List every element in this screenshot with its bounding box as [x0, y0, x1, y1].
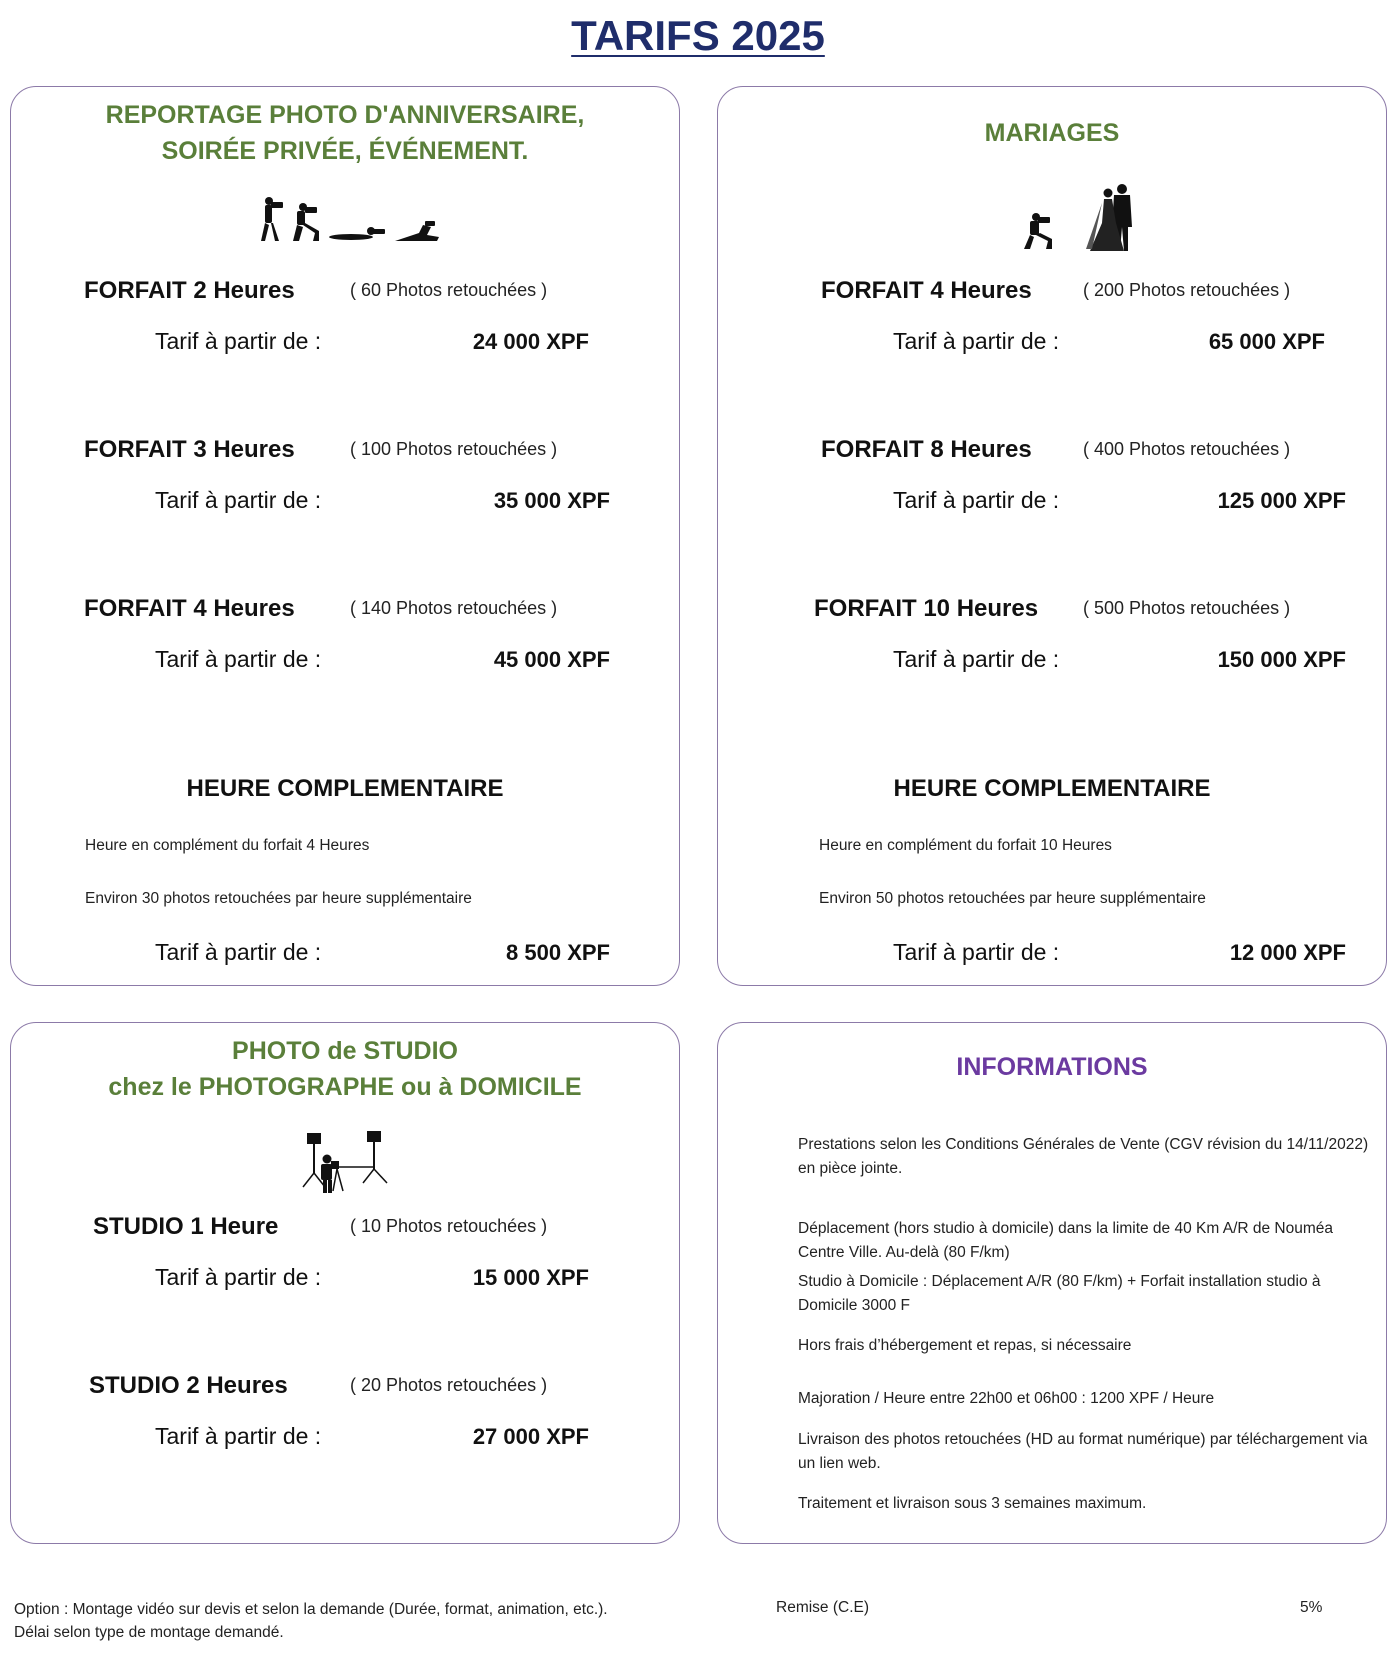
studio-lights-icon	[297, 1129, 397, 1200]
events-package-3-tarif-label: Tarif à partir de :	[155, 646, 322, 672]
weddings-extra-price: 12 000 XPF	[1229, 940, 1346, 965]
events-heading-line2: SOIRÉE PRIVÉE, ÉVÉNEMENT.	[161, 137, 529, 165]
events-extra-line1: Heure en complément du forfait 4 Heures	[85, 837, 370, 854]
footer-remise-value: 5%	[1300, 1599, 1323, 1616]
studio-package-2-price: 27 000 XPF	[472, 1424, 589, 1449]
events-extra-line2: Environ 30 photos retouchées par heure supplémentaire	[85, 890, 472, 907]
info-item-4: Hors frais d’hébergement et repas, si nécessaire	[798, 1337, 1132, 1354]
info-item-2: Déplacement (hors studio à domicile) dans la limite de 40 Km A/R de Nouméa Centre Ville. Au-delà (80 F/km)	[798, 1220, 1334, 1261]
events-package-2-photos: ( 100 Photos retouchées )	[350, 439, 558, 459]
footer-option-line1: Option : Montage vidéo sur devis et selon la demande (Durée, format, animation, etc.).	[14, 1601, 608, 1618]
events-package-3-photos: ( 140 Photos retouchées )	[350, 598, 558, 618]
events-package-3-price: 45 000 XPF	[493, 647, 610, 672]
weddings-extra-title: HEURE COMPLEMENTAIRE	[893, 775, 1211, 802]
studio-package-2-tarif-label: Tarif à partir de :	[155, 1423, 322, 1449]
events-package-2-price: 35 000 XPF	[493, 488, 610, 513]
studio-package-1-price: 15 000 XPF	[472, 1265, 589, 1290]
events-package-1-name: FORFAIT 2 Heures	[84, 277, 295, 304]
weddings-package-3-photos: ( 500 Photos retouchées )	[1083, 598, 1291, 618]
studio-card	[10, 1022, 680, 1544]
events-extra-price: 8 500 XPF	[506, 940, 610, 965]
page-title: TARIFS 2025	[571, 12, 825, 59]
wedding-couple-icon	[1014, 183, 1154, 258]
informations-card	[717, 1022, 1387, 1544]
info-item-3: Studio à Domicile : Déplacement A/R (80 F/km) + Forfait installation studio à Domicile 3000 F	[798, 1273, 1321, 1314]
weddings-package-1-tarif-label: Tarif à partir de :	[893, 328, 1060, 354]
events-package-1-price: 24 000 XPF	[472, 329, 589, 354]
events-package-2-tarif-label: Tarif à partir de :	[155, 487, 322, 513]
events-extra-tarif-label: Tarif à partir de :	[155, 939, 322, 965]
weddings-package-2-photos: ( 400 Photos retouchées )	[1083, 439, 1291, 459]
studio-package-2-name: STUDIO 2 Heures	[89, 1372, 288, 1399]
weddings-package-1-name: FORFAIT 4 Heures	[821, 277, 1032, 304]
events-package-1-tarif-label: Tarif à partir de :	[155, 328, 322, 354]
weddings-package-3-tarif-label: Tarif à partir de :	[893, 646, 1060, 672]
weddings-package-3-name: FORFAIT 10 Heures	[814, 595, 1039, 622]
info-item-6: Livraison des photos retouchées (HD au format numérique) par téléchargement via un lien web.	[798, 1431, 1368, 1472]
info-item-7: Traitement et livraison sous 3 semaines maximum.	[798, 1495, 1147, 1512]
weddings-package-2-price: 125 000 XPF	[1217, 488, 1346, 513]
events-package-1-photos: ( 60 Photos retouchées )	[350, 280, 548, 300]
footer-remise-label: Remise (C.E)	[776, 1599, 870, 1616]
studio-heading-line1: PHOTO de STUDIO	[232, 1037, 458, 1065]
weddings-extra-line2: Environ 50 photos retouchées par heure supplémentaire	[819, 890, 1206, 907]
informations-heading: INFORMATIONS	[956, 1053, 1148, 1081]
events-heading-line1: REPORTAGE PHOTO D'ANNIVERSAIRE,	[105, 101, 585, 129]
weddings-package-1-photos: ( 200 Photos retouchées )	[1083, 280, 1291, 300]
info-item-5: Majoration / Heure entre 22h00 et 06h00 : 1200 XPF / Heure	[798, 1390, 1215, 1407]
info-item-1: Prestations selon les Conditions Générales de Vente (CGV révision du 14/11/2022) en pièce jointe.	[798, 1136, 1369, 1177]
weddings-package-2-name: FORFAIT 8 Heures	[821, 436, 1032, 463]
studio-package-1-photos: ( 10 Photos retouchées )	[350, 1216, 548, 1236]
weddings-card	[717, 86, 1387, 986]
weddings-extra-line1: Heure en complément du forfait 10 Heures	[819, 837, 1112, 854]
weddings-package-3-price: 150 000 XPF	[1217, 647, 1346, 672]
studio-heading-line2: chez le PHOTOGRAPHE ou à DOMICILE	[108, 1073, 582, 1101]
studio-package-1-tarif-label: Tarif à partir de :	[155, 1264, 322, 1290]
studio-package-2-photos: ( 20 Photos retouchées )	[350, 1375, 548, 1395]
weddings-extra-tarif-label: Tarif à partir de :	[893, 939, 1060, 965]
photographer-poses-icon	[259, 195, 445, 248]
studio-package-1-name: STUDIO 1 Heure	[93, 1213, 279, 1240]
footer-option-line2: Délai selon type de montage demandé.	[14, 1624, 284, 1641]
events-extra-title: HEURE COMPLEMENTAIRE	[186, 775, 504, 802]
events-package-2-name: FORFAIT 3 Heures	[84, 436, 295, 463]
weddings-package-2-tarif-label: Tarif à partir de :	[893, 487, 1060, 513]
weddings-package-1-price: 65 000 XPF	[1208, 329, 1325, 354]
events-card	[10, 86, 680, 986]
weddings-heading: MARIAGES	[984, 119, 1120, 147]
events-package-3-name: FORFAIT 4 Heures	[84, 595, 295, 622]
